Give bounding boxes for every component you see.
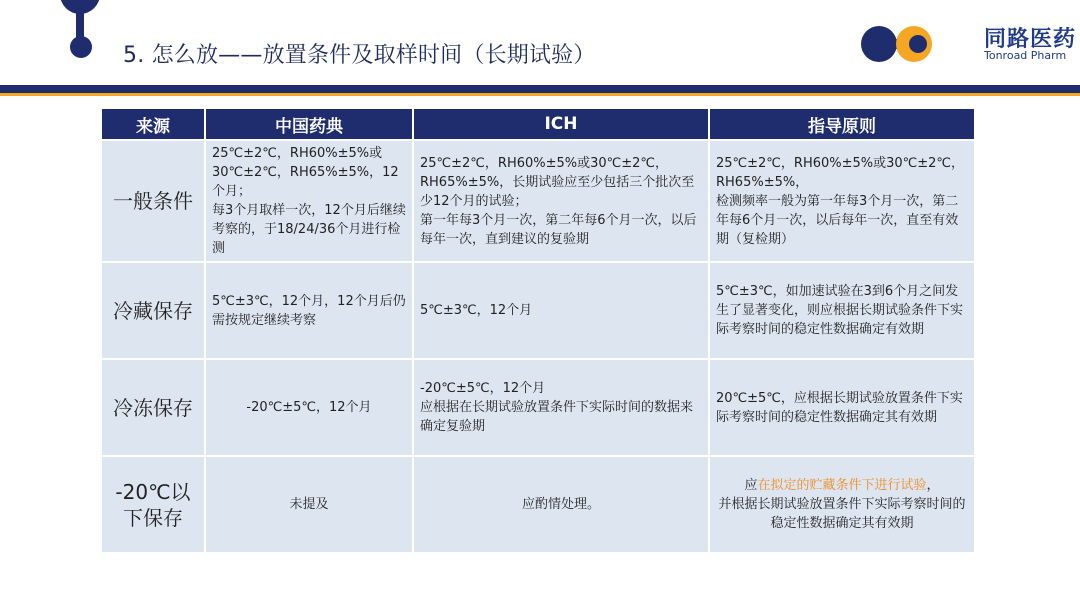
- cell-guide-refrigerated: 5℃±3℃，如加速试验在3到6个月之间发生了显著变化，则应根据长期试验条件下实际考察时间的稳定性数据确定有效期: [709, 262, 975, 359]
- cell-ich-frozen: -20℃±5℃，12个月 应根据在长期试验放置条件下实际时间的数据来确定复验期: [413, 359, 709, 456]
- guide-text-prefix: 应: [744, 478, 758, 493]
- logo-circle-inner-icon: [909, 35, 927, 53]
- comparison-table: [100, 107, 976, 554]
- row-label-below-minus20: -20℃以下保存: [101, 456, 205, 553]
- header-divider-navy: [0, 85, 1080, 93]
- table-row: [101, 262, 975, 359]
- header-divider-orange: [0, 93, 1080, 96]
- company-logo: [858, 20, 1077, 66]
- col-header-ich: ICH: [413, 108, 709, 140]
- col-header-guideline: 指导原则: [709, 108, 975, 140]
- table-row: [101, 140, 975, 262]
- cell-ich-general: 25℃±2℃，RH60%±5%或30℃±2℃，RH65%±5%，长期试验应至少包括三个批次至少12个月的试验； 第一年每3个月一次，第二年每6个月一次，以后每年一次，直到建议的复验期: [413, 140, 709, 262]
- decor-stem: [76, 8, 84, 38]
- guide-text-highlight: 在拟定的贮藏条件下进行试验: [757, 478, 927, 493]
- cell-chp-below-minus20: 未提及: [205, 456, 413, 553]
- row-label-refrigerated: 冷藏保存: [101, 262, 205, 359]
- cell-chp-refrigerated: 5℃±3℃，12个月，12个月后仍需按规定继续考察: [205, 262, 413, 359]
- row-label-general: 一般条件: [101, 140, 205, 262]
- cell-ich-below-minus20: 应酌情处理。: [413, 456, 709, 553]
- col-header-chp: 中国药典: [205, 108, 413, 140]
- cell-chp-frozen: -20℃±5℃，12个月: [205, 359, 413, 456]
- table-header-row: [101, 108, 975, 140]
- col-header-source: 来源: [101, 108, 205, 140]
- logo-text-en: Tonroad Pharm: [984, 49, 1067, 62]
- row-label-frozen: 冷冻保存: [101, 359, 205, 456]
- decor-dot-small: [70, 36, 92, 58]
- table-row: [101, 359, 975, 456]
- slide-title: 5. 怎么放——放置条件及取样时间（长期试验）: [123, 43, 596, 68]
- cell-guide-frozen: 20℃±5℃，应根据长期试验放置条件下实际考察时间的稳定性数据确定其有效期: [709, 359, 975, 456]
- cell-ich-refrigerated: 5℃±3℃，12个月: [413, 262, 709, 359]
- cell-chp-general: 25℃±2℃，RH60%±5%或30℃±2℃，RH65%±5%，12个月； 每3个月取样一次，12个月后继续考察的，于18/24/36个月进行检测: [205, 140, 413, 262]
- guide-text-suffix: ， 并根据长期试验放置条件下实际考察时间的稳定性数据确定其有效期: [718, 478, 966, 531]
- cell-guide-below-minus20: [709, 456, 975, 553]
- table-row: [101, 456, 975, 553]
- cell-guide-general: 25℃±2℃，RH60%±5%或30℃±2℃，RH65%±5%， 检测频率一般为第一年每3个月一次，第二年每6个月一次，以后每年一次，直至有效期（复检期）: [709, 140, 975, 262]
- logo-text-cn: 同路医药: [984, 27, 1077, 52]
